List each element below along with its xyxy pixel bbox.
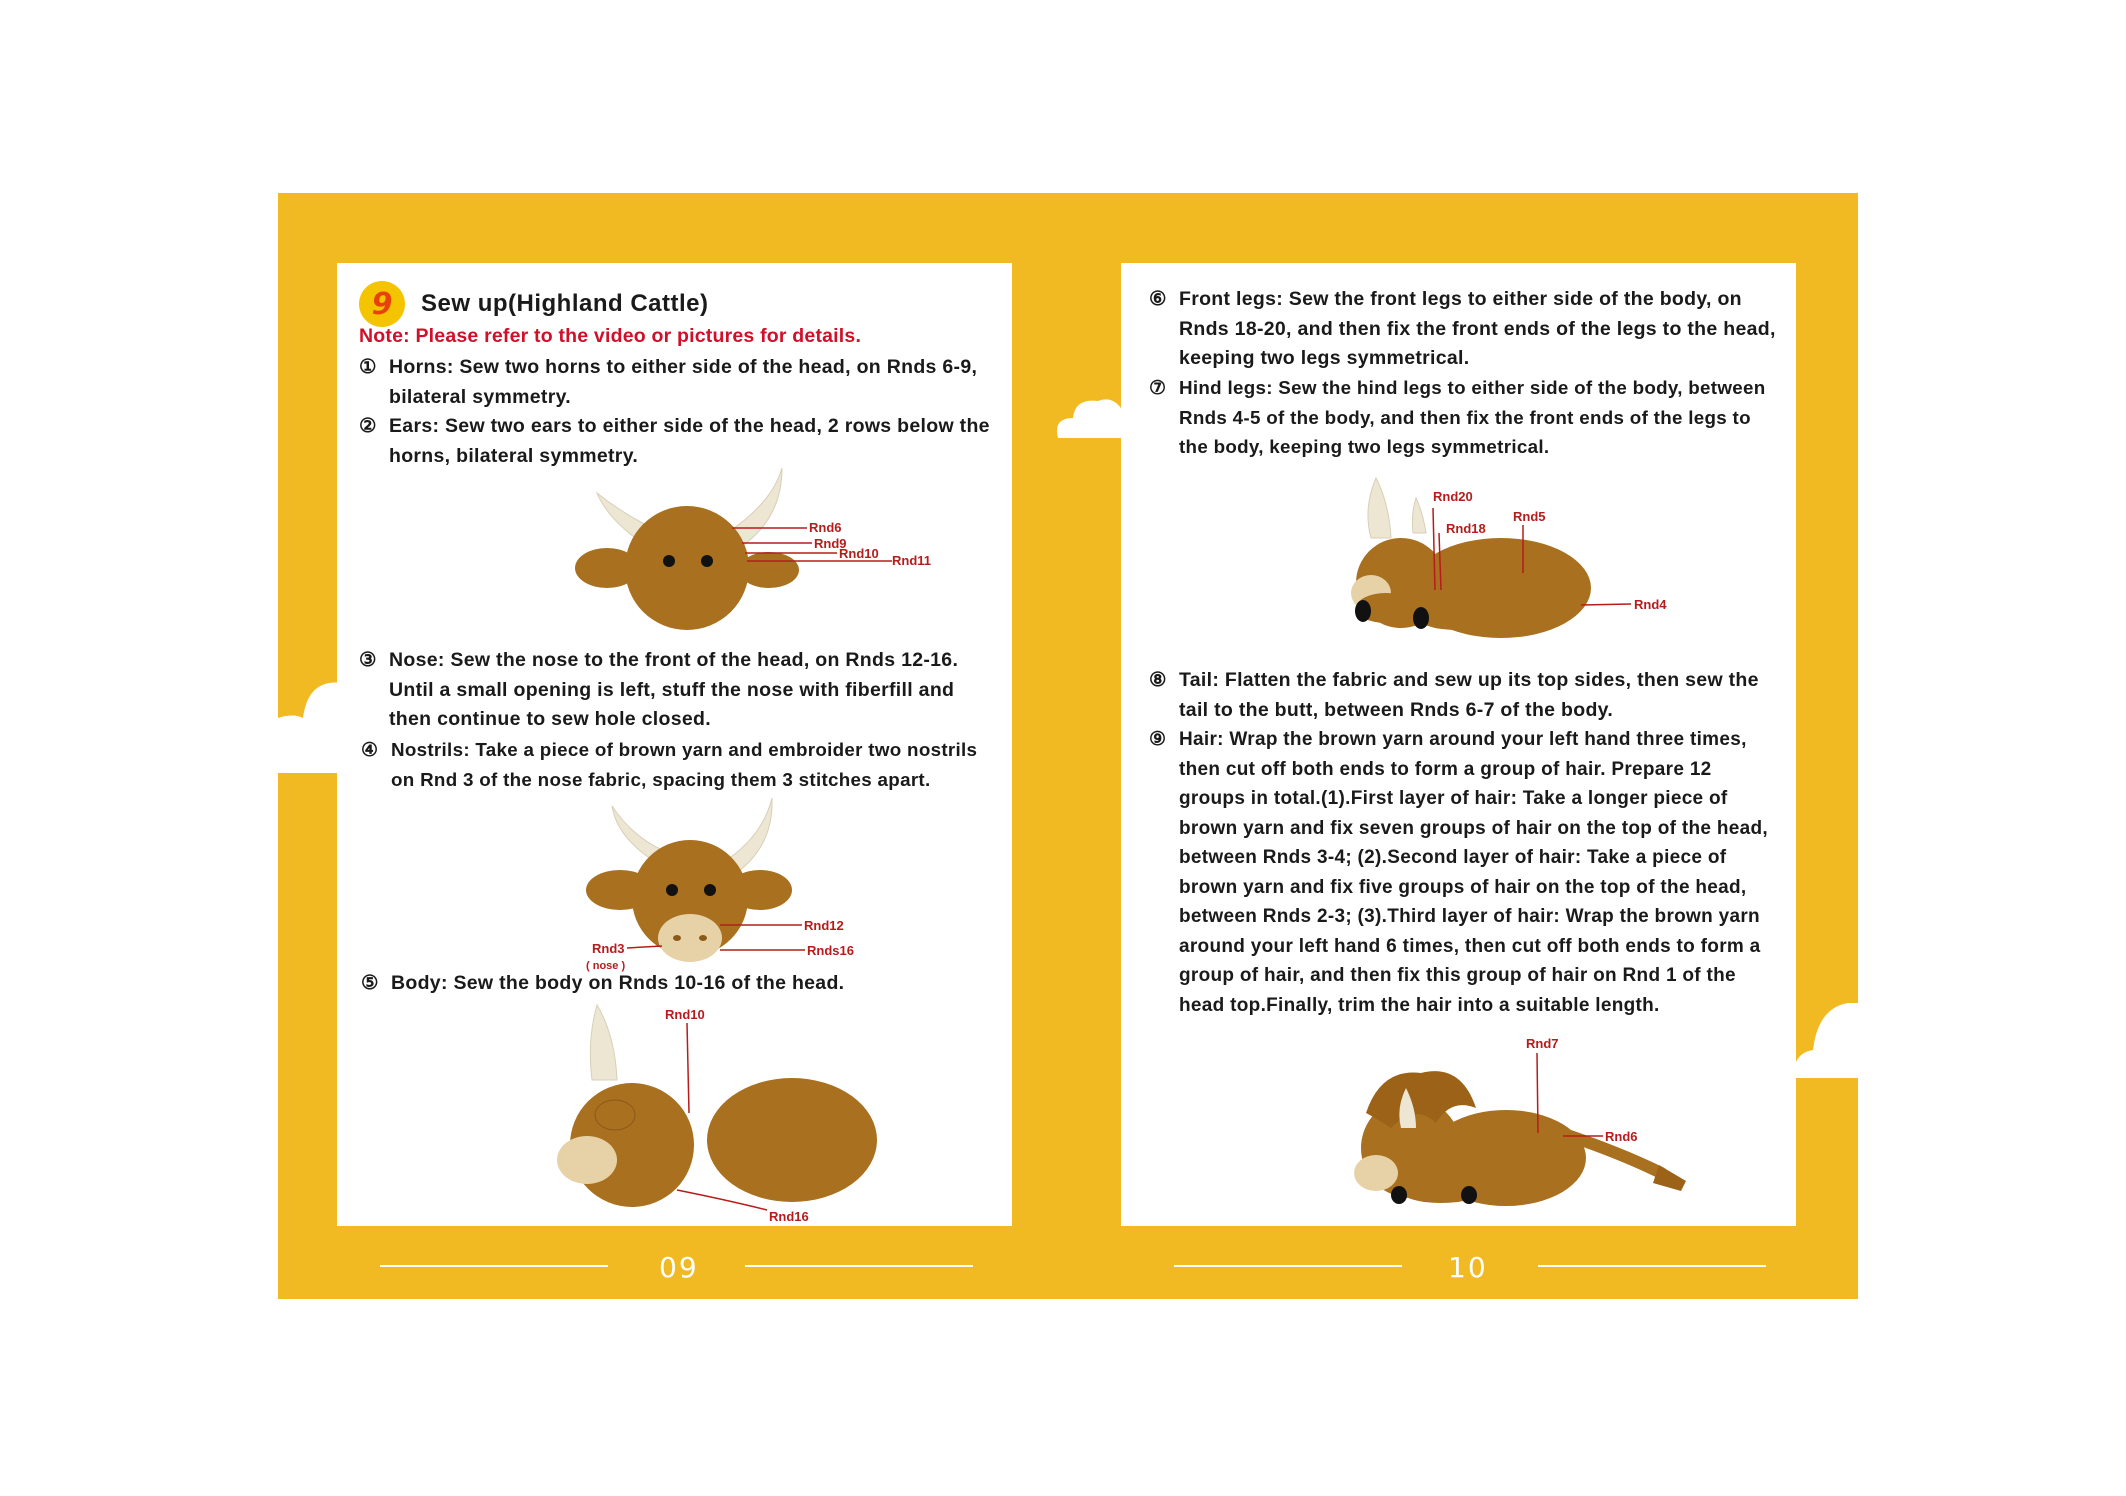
label-rnd20: Rnd20 <box>1433 489 1473 504</box>
label-body-rnd10: Rnd10 <box>665 1007 705 1022</box>
step-nostrils: ④ Nostrils: Take a piece of brown yarn and embroider two nostrils on Rnd 3 of the nose fabric, spacing them 3 stitches apart. <box>361 739 978 790</box>
label-rnd3: Rnd3 <box>592 941 625 956</box>
step-horns: ① Horns: Sew two horns to either side of the head, on Rnds 6-9, bilateral symmetry. <box>359 356 978 408</box>
figure-legs <box>1351 468 1691 643</box>
page-number-right: 10 <box>1448 1251 1488 1284</box>
label-rnd6: Rnd6 <box>809 520 842 535</box>
figure-head-horns-ears <box>567 458 879 628</box>
label-body-rnd16: Rnd16 <box>769 1209 809 1224</box>
label-rnd11: Rnd11 <box>892 553 932 568</box>
page-number-left: 09 <box>659 1251 699 1284</box>
figure-finished-hair-tail <box>1341 1033 1741 1213</box>
footer-line-left-1 <box>380 1265 608 1267</box>
label-rnd10: Rnd10 <box>839 546 879 561</box>
footer-line-right-2 <box>1538 1265 1766 1267</box>
section-heading <box>359 281 709 327</box>
label-rnd12: Rnd12 <box>804 918 844 933</box>
note-text: Note: Please refer to the video or pictures for details. <box>359 325 862 347</box>
label-tail-rnd6: Rnd6 <box>1605 1129 1638 1144</box>
label-rnd5: Rnd5 <box>1513 509 1546 524</box>
label-rnds16: Rnds16 <box>807 943 854 958</box>
figure-head-nose <box>562 798 882 973</box>
step-hind-legs: ⑦ Hind legs: Sew the hind legs to either side of the body, between Rnds 4-5 of the body, and then fix the front ends of the legs to the body, keeping two legs symmetrical. <box>1149 377 1766 457</box>
figure-body-side <box>547 1005 907 1226</box>
label-rnd7: Rnd7 <box>1526 1036 1559 1051</box>
left-page <box>337 263 1012 1226</box>
footer-line-left-2 <box>745 1265 973 1267</box>
step-hair: ⑨ Hair: Wrap the brown yarn around your left hand three times, then cut off both ends to form a group of hair. Prepare 12 groups in total.(1).First layer of hair: Take a longer piece of brown yarn and fix seven groups of hair on the top of the head, between Rnds 3-4; (2).Second layer of hair: Take a piece of brown yarn and fix five groups of hair on the top of the head, between Rnds 2-3; (3).Third layer of hair: Wrap the brown yarn around your left hand 6 times, then cut off both ends to form a group of hair, and then fix this group of hair on Rnd 1 of the head top.Finally, trim the hair into a suitable length. <box>1149 729 1768 1016</box>
booklet-spread <box>278 193 1858 1299</box>
page-title: Sew up(Highland Cattle) <box>421 290 709 317</box>
step-front-legs: ⑥ Front legs: Sew the front legs to either side of the body, on Rnds 18-20, and then fix the front ends of the legs to the head, keeping two legs symmetrical. <box>1149 288 1776 369</box>
figure-label-overflow <box>892 549 972 573</box>
label-rnd4: Rnd4 <box>1634 597 1667 612</box>
step-number-badge: 9 <box>359 281 405 327</box>
label-nose: ( nose ) <box>586 960 626 972</box>
label-rnd18: Rnd18 <box>1446 521 1486 536</box>
step-tail: ⑧ Tail: Flatten the fabric and sew up its top sides, then sew the tail to the butt, between Rnds 6-7 of the body. <box>1149 669 1759 721</box>
step-body: ⑤ Body: Sew the body on Rnds 10-16 of the head. <box>361 972 845 994</box>
step-nose: ③ Nose: Sew the nose to the front of the head, on Rnds 12-16. Until a small opening is left, stuff the nose with fiberfill and then continue to sew hole closed. <box>359 649 959 730</box>
step-ears: ② Ears: Sew two ears to either side of the head, 2 rows below the horns, bilateral symmetry. <box>359 415 990 467</box>
label-rnd9: Rnd9 <box>814 536 847 551</box>
cloud-right-decoration <box>1793 988 1858 1083</box>
right-page <box>1121 263 1796 1226</box>
footer-line-right-1 <box>1174 1265 1402 1267</box>
